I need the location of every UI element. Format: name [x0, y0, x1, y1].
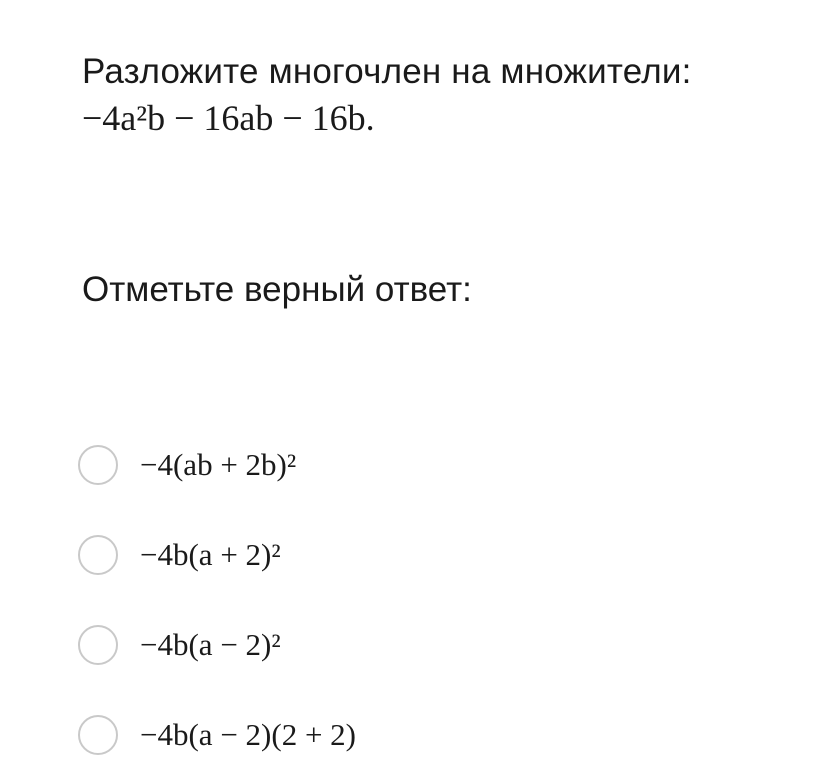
- question-block: [82, 50, 692, 142]
- answer-option-4[interactable]: [78, 690, 678, 780]
- answer-option-2[interactable]: [78, 510, 678, 600]
- answer-options: [78, 420, 678, 780]
- answer-option-label: −4b(a − 2)²: [140, 627, 281, 662]
- radio-button-3[interactable]: [78, 625, 118, 665]
- answer-option-3[interactable]: [78, 600, 678, 690]
- answer-instruction: Отметьте верный ответ:: [82, 270, 472, 309]
- radio-button-4[interactable]: [78, 715, 118, 755]
- question-prompt: Разложите многочлен на множители:: [82, 52, 692, 91]
- polynomial-expression: −4a²b − 16ab − 16b.: [82, 98, 375, 138]
- answer-option-label: −4b(a − 2)(2 + 2): [140, 717, 357, 752]
- answer-option-label: −4(ab + 2b)²: [140, 447, 297, 482]
- radio-button-2[interactable]: [78, 535, 118, 575]
- radio-button-1[interactable]: [78, 445, 118, 485]
- answer-option-1[interactable]: [78, 420, 678, 510]
- answer-option-label: −4b(a + 2)²: [140, 537, 281, 572]
